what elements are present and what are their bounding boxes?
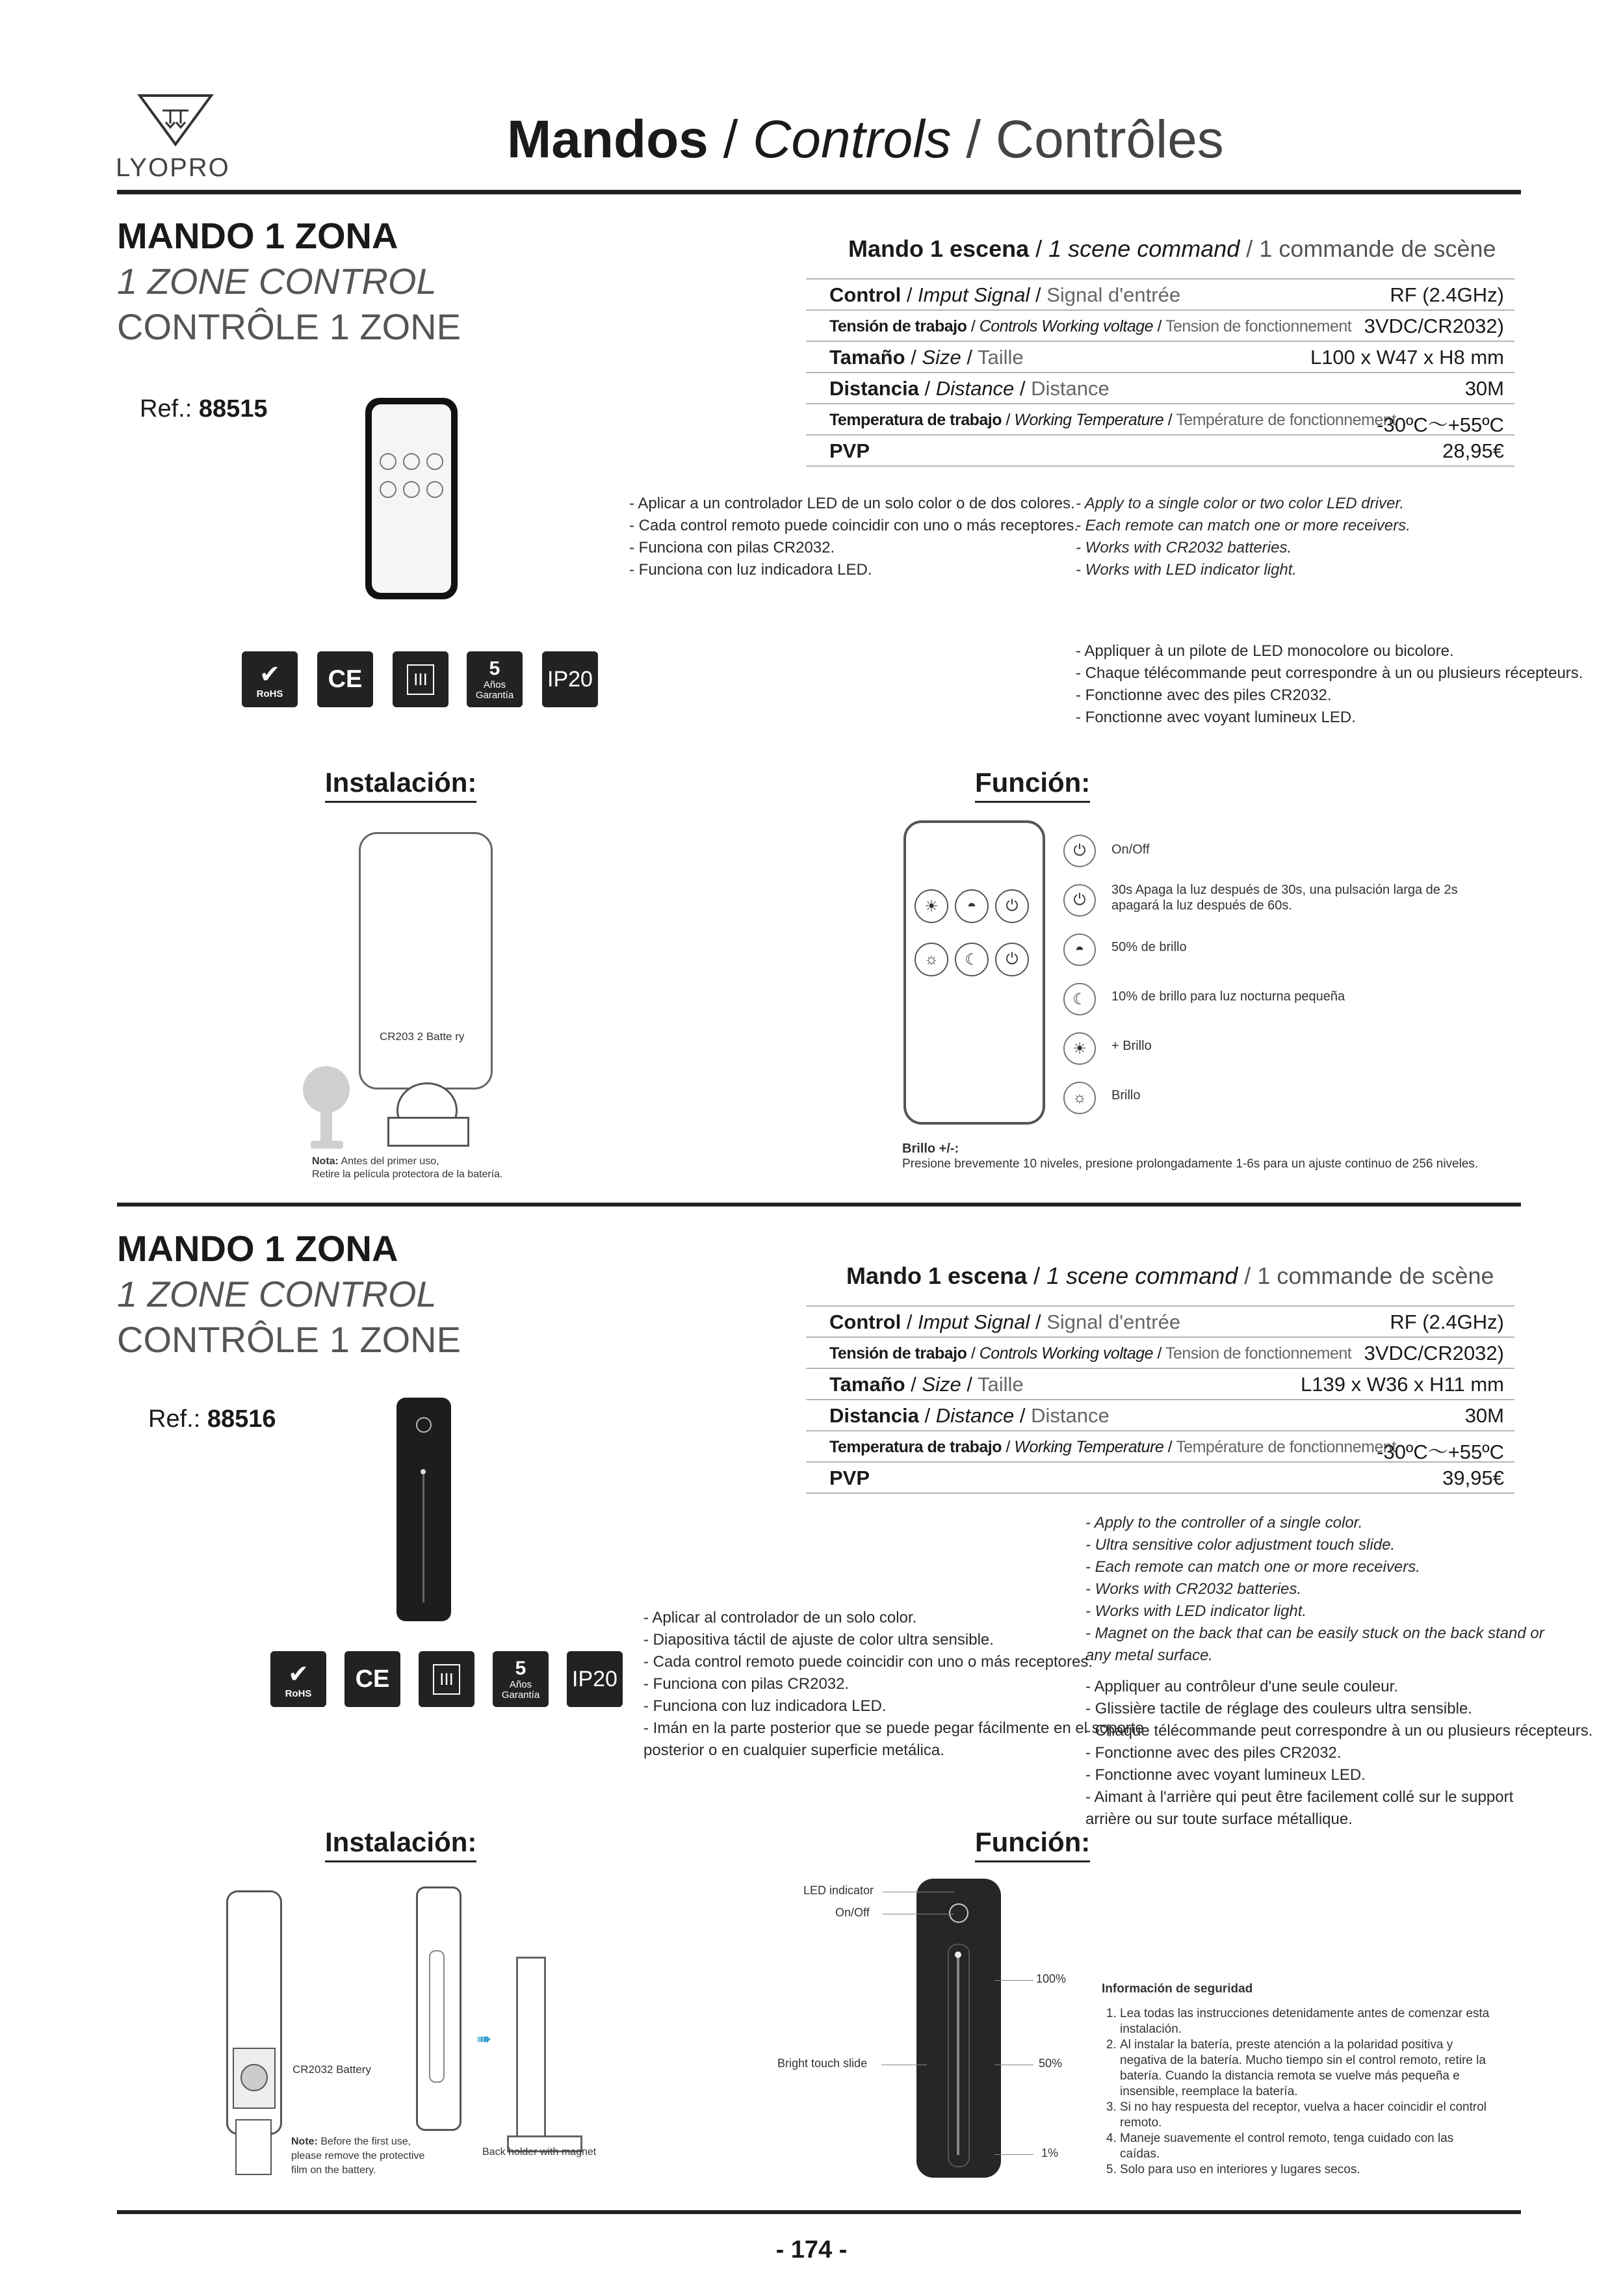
spec-row: PVP 28,95€ xyxy=(806,436,1514,467)
safety-item: 1. Lea todas las instrucciones detenidamente antes de comenzar esta instalación. xyxy=(1120,2006,1492,2037)
product2-spec-table xyxy=(806,1305,1514,1494)
function-label: 30s Apaga la luz después de 30s, una pulsación larga de 2s xyxy=(1111,883,1458,897)
product1-desc-fr: - Appliquer à un pilote de LED monocolore ou bicolore. - Chaque télécommande peut correspondre à un ou plusieurs récepteurs. - Fonctionne avec des piles CR2032. - Fonctionne avec voyant lumineux LED. xyxy=(1076,642,1583,726)
level-50-label: 50% xyxy=(1039,2057,1063,2070)
product2-name-es: MANDO 1 ZONA xyxy=(117,1228,398,1269)
safety-title: Información de seguridad xyxy=(1102,1982,1253,1996)
battery-cell-icon xyxy=(240,2064,268,2091)
lyopro-logo-icon xyxy=(136,92,214,151)
function-label: apagará la luz después de 60s. xyxy=(1111,898,1292,913)
level-1-label: 1% xyxy=(1041,2146,1059,2159)
product1-name-en: 1 ZONE CONTROL xyxy=(117,261,437,302)
install-note-3: film on the battery. xyxy=(291,2165,376,2176)
product2-desc-en: - Apply to the controller of a single color. - Ultra sensitive color adjustment touch slide. - Each remote can match one or more receivers. - Works with CR2032 batteries. - Works with LED indicator light. - Magnet on the back that can be easily stuck on the back stand or any metal surface. xyxy=(1085,1514,1544,1664)
timer-off-button-icon: ⏻ xyxy=(995,943,1029,976)
function-label: 10% de brillo para luz nocturna pequeña xyxy=(1111,989,1345,1004)
product1-desc-es: - Aplicar a un controlador LED de un solo color o de dos colores. - Cada control remoto puede coincidir con uno o más receptores. - Funciona con pilas CR2032. - Funciona con luz indicadora LED. xyxy=(629,495,1079,579)
spec-row: Distancia / Distance / Distance 30M xyxy=(806,373,1514,404)
battery-label: CR2032 Battery xyxy=(292,2063,371,2076)
brightness-title: Brillo +/-: xyxy=(902,1141,959,1156)
brightness-up-icon: ☀ xyxy=(1063,1032,1096,1065)
class3-badge: III xyxy=(419,1651,474,1707)
ip-badge: IP20 xyxy=(542,651,598,707)
slide-label: Bright touch slide xyxy=(777,2057,868,2070)
product1-remote-image xyxy=(365,398,458,599)
half-brightness-button-icon: ◓ xyxy=(955,889,989,923)
footer-rule xyxy=(117,2210,1521,2214)
spec-row: PVP 39,95€ xyxy=(806,1463,1514,1494)
timer-off-icon: ⏻ xyxy=(1063,884,1096,917)
spec-row: Temperatura de trabajo / Working Temperature / Température de fonctionnement -30ºC～+55ºC xyxy=(806,1431,1514,1463)
install-note: Note: Before the first use, xyxy=(291,2136,411,2147)
product1-name-fr: CONTRÔLE 1 ZONE xyxy=(117,306,461,347)
product1-spec-table xyxy=(806,278,1514,467)
brightness-up-button-icon: ☀ xyxy=(915,889,948,923)
warranty-badge: 5 Años Garantía xyxy=(467,651,523,707)
led-indicator-label: LED indicator xyxy=(803,1884,874,1897)
page-number: - 174 - xyxy=(775,2236,848,2263)
spec-row: Temperatura de trabajo / Working Temperature / Température de fonctionnement -30ºC～+55ºC xyxy=(806,404,1514,436)
level-100-label: 100% xyxy=(1036,1972,1067,1985)
install-note-2: please remove the protective xyxy=(291,2150,425,2161)
night-light-button-icon: ☾ xyxy=(955,943,989,976)
safety-info xyxy=(1102,1981,1492,2178)
install-note-2: Retire la película protectora de la batería. xyxy=(312,1169,503,1180)
arrow-right-icon: ➠ xyxy=(476,2029,492,2049)
night-light-icon: ☾ xyxy=(1063,983,1096,1015)
product2-spec-title: Mando 1 escena / 1 scene command / 1 commande de scène xyxy=(846,1262,1494,1289)
section-rule xyxy=(117,1203,1521,1207)
install-remote-outline xyxy=(359,832,493,1089)
class3-badge: III xyxy=(393,651,448,707)
product2-function-title: Función: xyxy=(975,1827,1090,1862)
battery-holder xyxy=(387,1117,469,1147)
spec-row: Tamaño / Size / Taille L100 x W47 x H8 mm xyxy=(806,342,1514,373)
battery-label: CR203 2 Batte ry xyxy=(380,1030,465,1043)
ip-badge: IP20 xyxy=(567,1651,623,1707)
logo-text: LYOPRO xyxy=(116,153,230,182)
back-holder-image xyxy=(516,1957,546,2143)
warranty-badge: 5 Años Garantía xyxy=(493,1651,549,1707)
product1-function-title: Función: xyxy=(975,767,1090,803)
onoff-label: On/Off xyxy=(835,1906,870,1919)
safety-item: 2. Al instalar la batería, preste atención a la polaridad positiva y negativa de la batería. Mucho tiempo sin el control remoto, retire la batería. Cuando la distancia remota se vuelve más pequeña e insensible, reemplace la batería. xyxy=(1120,2037,1492,2100)
function-label: On/Off xyxy=(1111,842,1150,857)
safety-item: 4. Maneje suavemente el control remoto, tenga cuidado con las caídas. xyxy=(1120,2131,1492,2162)
product2-name-fr: CONTRÔLE 1 ZONE xyxy=(117,1319,461,1360)
product1-desc-en: - Apply to a single color or two color LED driver. - Each remote can match one or more receivers. - Works with CR2032 batteries. - Works with LED indicator light. xyxy=(1076,495,1410,579)
brightness-down-button-icon: ☼ xyxy=(915,943,948,976)
header-rule xyxy=(117,190,1521,194)
back-holder-label: Back holder with magnet xyxy=(482,2146,597,2158)
brightness-down-icon: ☼ xyxy=(1063,1082,1096,1114)
brightness-text: Presione brevemente 10 niveles, presione prolongadamente 1-6s para un ajuste continuo de 256 niveles. xyxy=(902,1157,1479,1171)
safety-item: 3. Si no hay respuesta del receptor, vuelva a hacer coincidir el control remoto. xyxy=(1120,2100,1492,2131)
product2-remote-image xyxy=(396,1398,451,1621)
function-remote-image xyxy=(916,1879,1001,2178)
safety-item: 5. Solo para uso en interiores y lugares secos. xyxy=(1120,2162,1492,2178)
page-title: Mandos / Controls / Contrôles xyxy=(507,110,1224,169)
onoff-icon: ⏻ xyxy=(1063,835,1096,867)
rohs-badge: ✔ RoHS xyxy=(242,651,298,707)
spec-row: Control / Imput Signal / Signal d'entrée RF (2.4GHz) xyxy=(806,278,1514,311)
function-label: 50% de brillo xyxy=(1111,940,1187,954)
finger-icon xyxy=(303,1066,350,1113)
product1-ref: Ref.: 88515 xyxy=(140,395,268,423)
product2-install-title: Instalación: xyxy=(325,1827,476,1862)
power-button-icon: ⏻ xyxy=(995,889,1029,923)
product1-install-title: Instalación: xyxy=(325,767,476,803)
product2-desc-fr: - Appliquer au contrôleur d'une seule couleur. - Glissière tactile de réglage des couleurs ultra sensible. - Chaque télécommande peut correspondre à un ou plusieurs récepteurs. - Fonctionne avec des piles CR2032. - Fonctionne avec voyant lumineux LED. - Aimant à l'arrière qui peut être facilement collé sur le support arrière ou sur toute surface métallique. xyxy=(1085,1678,1593,1828)
rohs-badge: ✔ RoHS xyxy=(270,1651,326,1707)
spec-row: Tamaño / Size / Taille L139 x W36 x H11 mm xyxy=(806,1369,1514,1400)
product1-name-es: MANDO 1 ZONA xyxy=(117,215,398,256)
ce-badge: CE xyxy=(344,1651,400,1707)
product2-desc-es: - Aplicar al controlador de un solo color. - Diapositiva táctil de ajuste de color ultra sensible. - Cada control remoto puede coincidir con uno o más receptores. - Funciona con pilas CR2032. - Funciona con luz indicadora LED. - Imán en la parte posterior que se puede pegar fácilmente en el soporte posterior o en cualquier superficie metálica. xyxy=(643,1609,1144,1759)
install-note: Nota: Antes del primer uso, xyxy=(312,1156,439,1167)
product2-ref: Ref.: 88516 xyxy=(148,1405,276,1433)
battery-film xyxy=(235,2119,272,2175)
function-label: Brillo xyxy=(1111,1088,1141,1102)
spec-row: Distancia / Distance / Distance 30M xyxy=(806,1400,1514,1431)
product1-spec-title: Mando 1 escena / 1 scene command / 1 commande de scène xyxy=(848,235,1496,262)
half-brightness-icon: ◓ xyxy=(1063,933,1096,966)
product2-name-en: 1 ZONE CONTROL xyxy=(117,1273,437,1314)
function-label: + Brillo xyxy=(1111,1039,1152,1053)
spec-row: Tensión de trabajo / Controls Working voltage / Tension de fonctionnement 3VDC/CR2032) xyxy=(806,311,1514,342)
spec-row: Tensión de trabajo / Controls Working voltage / Tension de fonctionnement 3VDC/CR2032) xyxy=(806,1338,1514,1369)
spec-row: Control / Imput Signal / Signal d'entrée RF (2.4GHz) xyxy=(806,1305,1514,1338)
ce-badge: CE xyxy=(317,651,373,707)
